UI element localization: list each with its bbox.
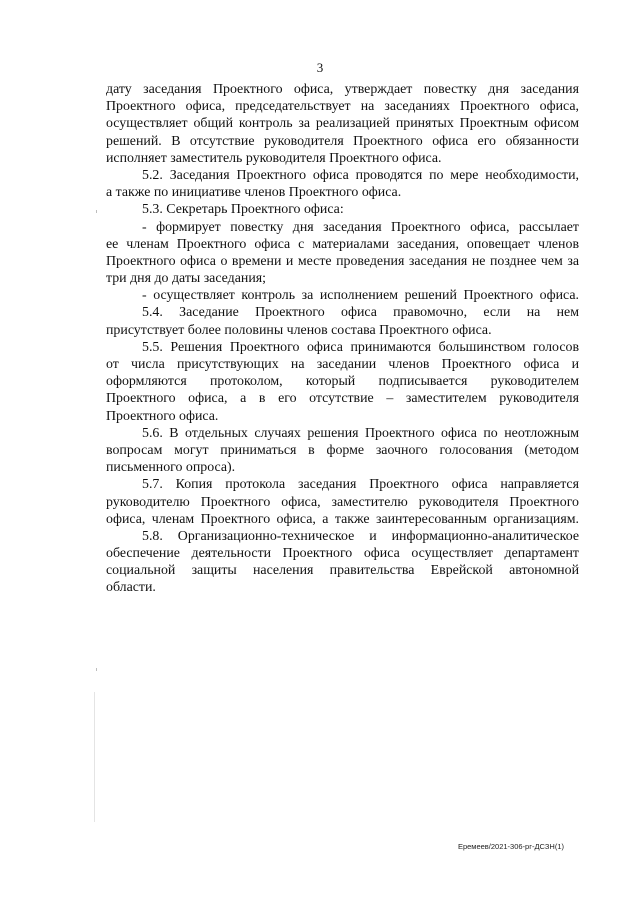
page-number: 3 <box>316 60 324 75</box>
text-line: от числа присутствующих на заседании членов Проектного офиса и <box>106 357 579 372</box>
paragraph-5-4-line: 5.4. Заседание Проектного офиса правомочно, если на нем <box>142 305 579 321</box>
text-line: исполняет заместитель руководителя Проектного офиса. <box>106 150 442 166</box>
paragraph-5-7-line: 5.7. Копия протокола заседания Проектного офиса направляется <box>142 477 579 493</box>
document-footer-code: Еремеев/2021-306-рг-ДСЗН(1) <box>457 842 564 851</box>
paragraph-5-2-line: 5.2. Заседания Проектного офиса проводятся по мере необходимости, <box>142 167 579 183</box>
text-line: вопросам могут приниматься в форме заочного голосования (методом <box>106 442 579 458</box>
list-item-line: - формирует повестку дня заседания Проектного офиса, рассылает <box>142 219 579 235</box>
text-line: обеспечение деятельности Проектного офиса осуществляет департамент <box>106 546 579 562</box>
text-line: офиса, членам Проектного офиса, а также заинтересованным организациям. <box>106 511 579 527</box>
paragraph-5-6-line: 5.6. В отдельных случаях решения Проектного офиса по неотложным <box>142 425 579 441</box>
text-line: письменного опроса). <box>106 460 236 476</box>
text-line: Проектного офиса. <box>106 408 219 424</box>
paragraph-5-5-line: 5.5. Решения Проектного офиса принимаются большинством голосов <box>142 339 579 355</box>
paragraph-5-8-line: 5.8. Организационно-техническое и информационно-аналитическое <box>142 528 579 544</box>
paragraph-5-3-heading: 5.3. Секретарь Проектного офиса: <box>142 202 344 218</box>
scan-margin-mark <box>94 692 95 822</box>
text-line: Проектного офиса, а в его отсутствие – заместителем руководителя <box>106 391 579 407</box>
scan-margin-mark <box>96 668 97 671</box>
text-line: три дня до даты заседания; <box>106 271 267 287</box>
text-line: решений. В отсутствие руководителя Проектного офиса его обязанности <box>106 133 579 149</box>
scan-margin-mark <box>96 210 97 213</box>
document-body <box>106 81 579 597</box>
text-line: оформляются протоколом, который подписывается руководителем <box>106 374 579 390</box>
text-line: области. <box>106 580 156 596</box>
text-line: Проектного офиса о времени и месте проведения заседания не позднее чем за <box>106 253 579 269</box>
text-line: а также по инициативе членов Проектного офиса. <box>106 185 402 201</box>
text-line: руководителю Проектного офиса, заместителю руководителя Проектного <box>106 494 579 510</box>
text-line: Проектного офиса, председательствует на заседаниях Проектного офиса, <box>106 99 579 115</box>
text-line: дату заседания Проектного офиса, утверждает повестку дня заседания <box>106 82 579 97</box>
text-line: ее членам Проектного офиса с материалами заседания, оповещает членов <box>106 236 579 252</box>
list-item-line: - осуществляет контроль за исполнением решений Проектного офиса. <box>142 288 579 304</box>
text-line: присутствует более половины членов состава Проектного офиса. <box>106 322 492 338</box>
text-line: социальной защиты населения правительства Еврейской автономной <box>106 563 579 579</box>
text-line: осуществляет общий контроль за реализацией принятых Проектным офисом <box>106 116 579 132</box>
